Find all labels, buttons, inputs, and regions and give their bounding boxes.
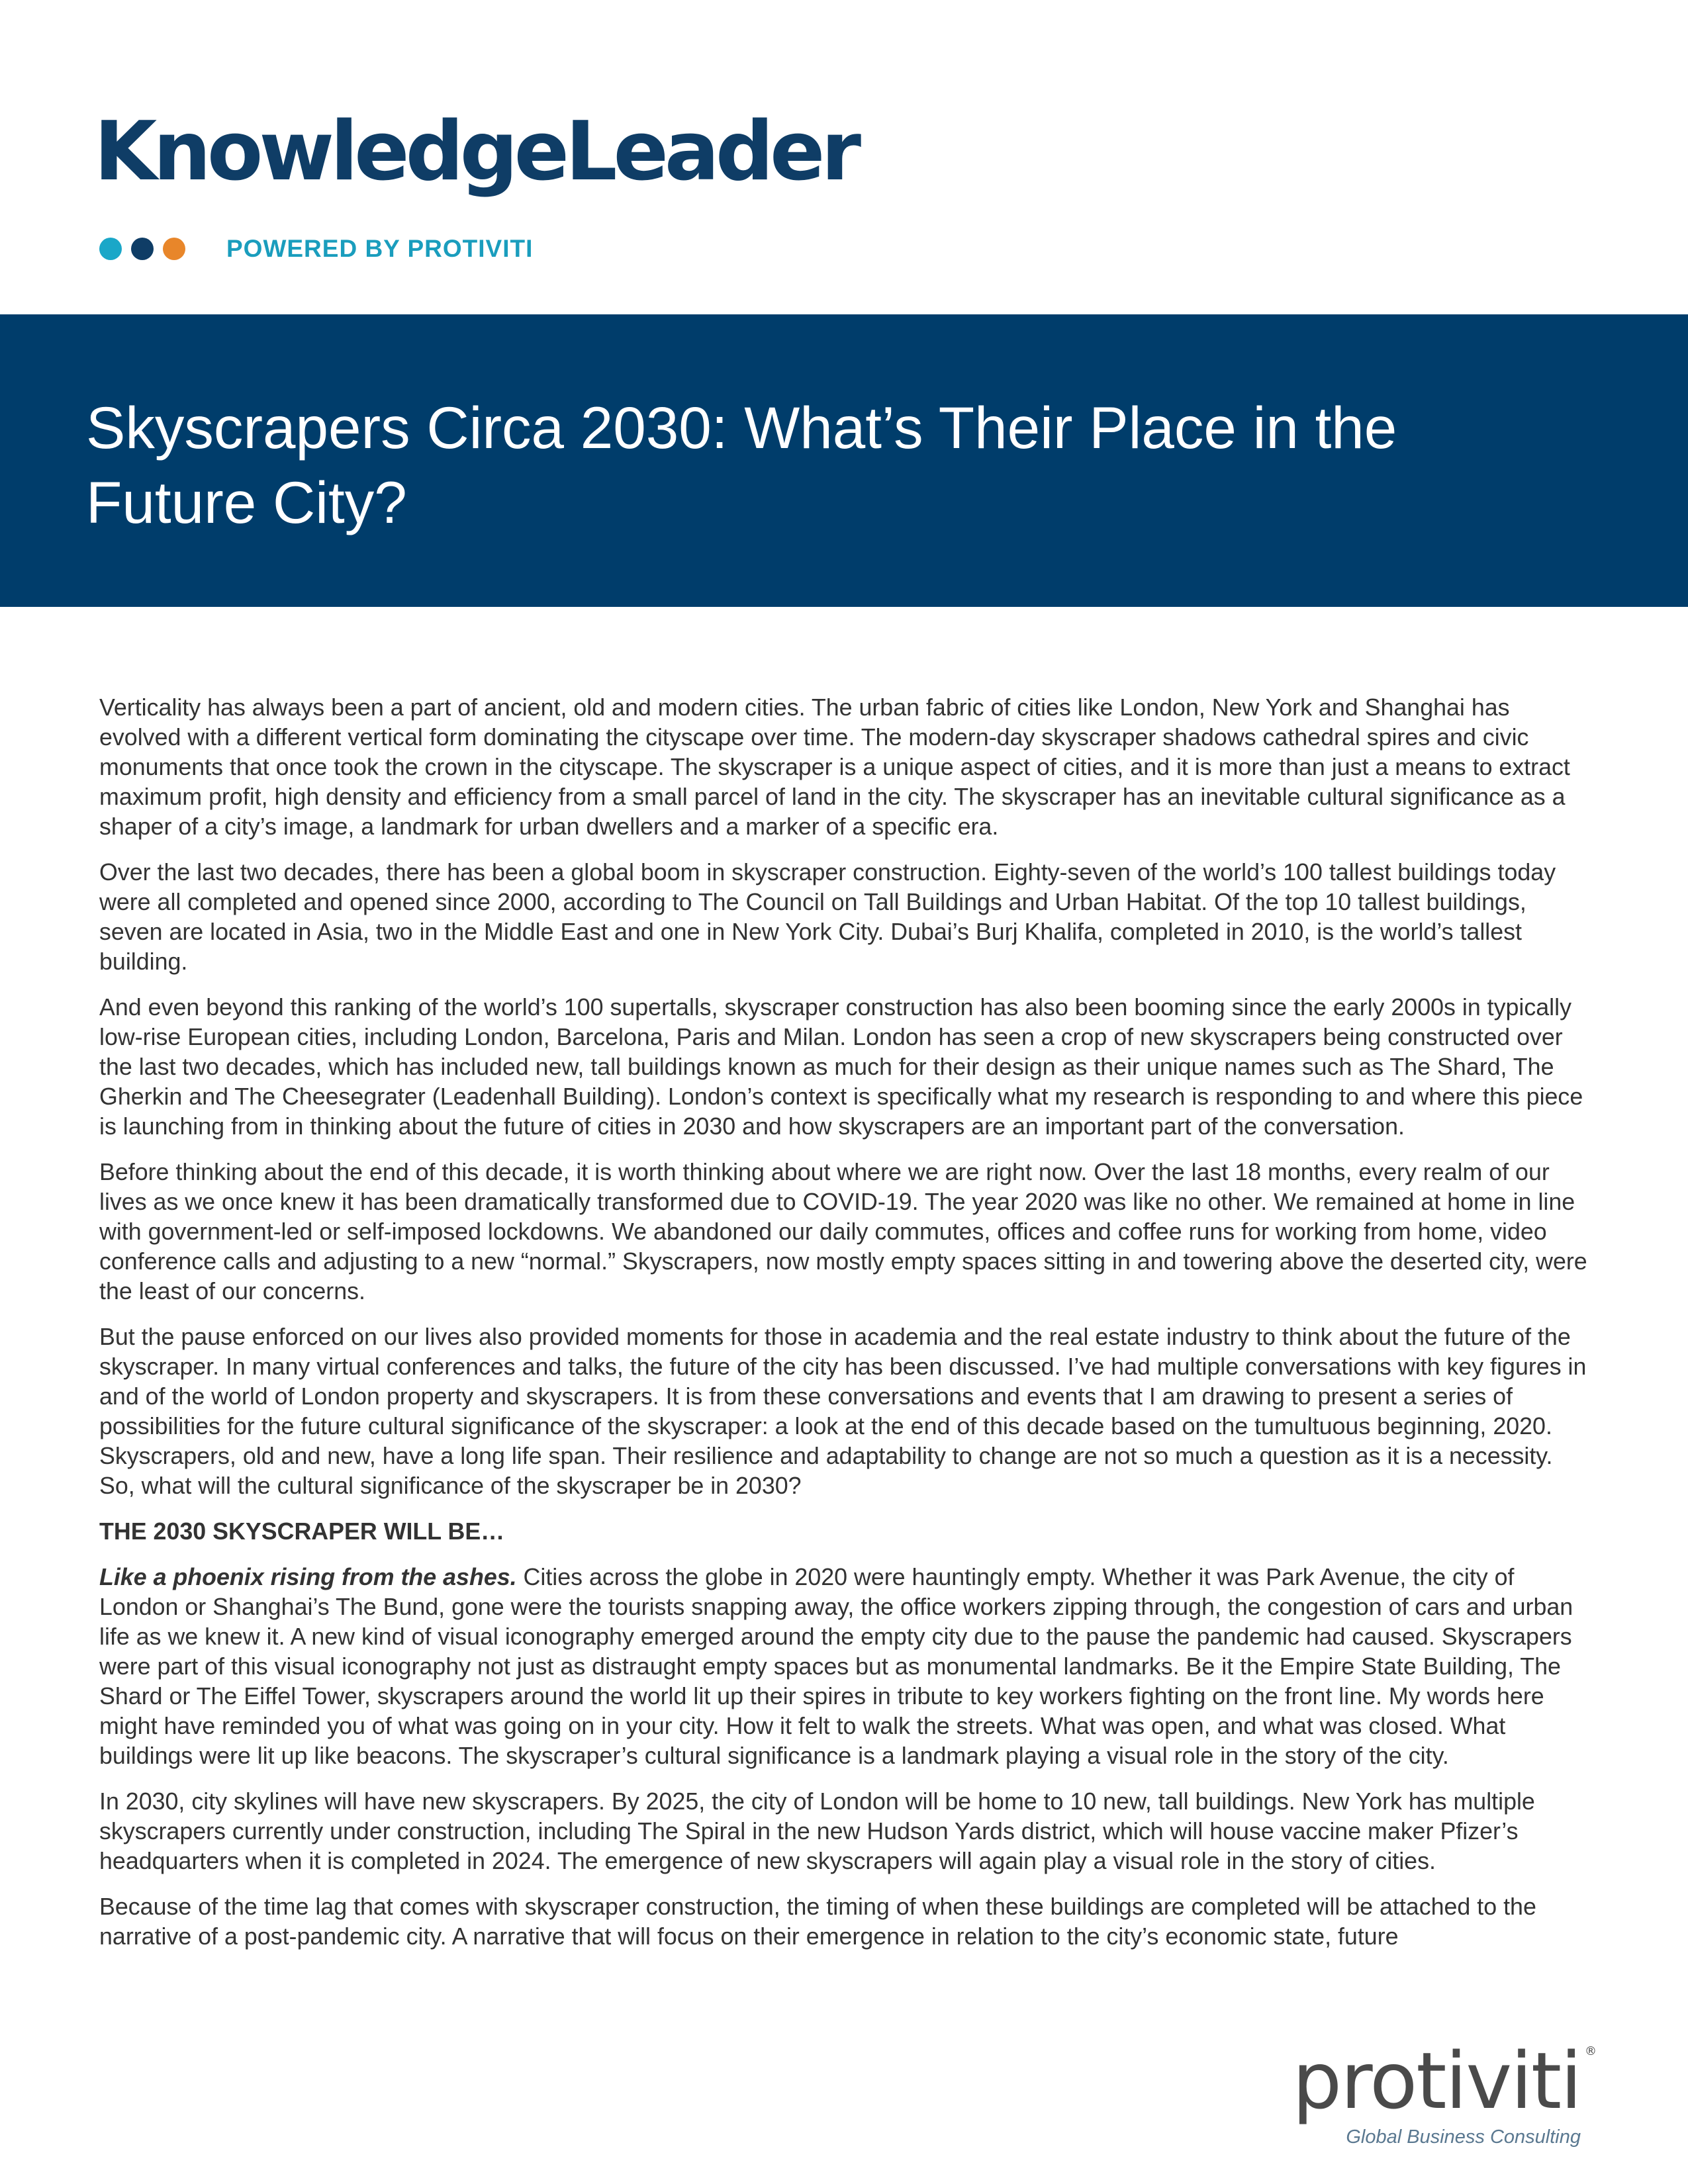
paragraph-3: And even beyond this ranking of the world’s 100 supertalls, skyscraper construction has also been booming since the early 2000s in typically low-rise European cities, including London, Barcelona, Paris and Milan. London has seen a crop of new skyscrapers being constructed over the last two decades, which has included new, tall buildings known as much for their design as their unique names such as The Shard, The Gherkin and The Cheesegrater (Leadenhall Building). London’s context is specifically what my research is responding to and where this piece is launching from in thinking about the future of cities in 2030 and how skyscrapers are an important part of the conversation. [99, 994, 1583, 1140]
paragraph-8: Because of the time lag that comes with skyscraper construction, the timing of when these buildings are completed will be attached to the narrative of a post-pandemic city. A narrative that will focus on their emergence in relation to the city’s economic state, future [99, 1893, 1536, 1950]
paragraph-6 [99, 1563, 1589, 1771]
paragraph-4: Before thinking about the end of this decade, it is worth thinking about where we are right now. Over the last 18 months, every realm of our lives as we once knew it has been dramatically transformed due to COVID-19. The year 2020 was like no other. We remained at home in line with government-led or self-imposed lockdowns. We abandoned our daily commutes, offices and coffee runs for working from home, video conference calls and adjusting to a new “normal.” Skyscrapers, now mostly empty spaces sitting in and towering above the deserted city, were the least of our concerns. [99, 1159, 1587, 1304]
title-banner [0, 314, 1688, 607]
section-heading: THE 2030 SKYSCRAPER WILL BE… [99, 1518, 504, 1545]
protiviti-wordmark-text: protiviti [1292, 2035, 1581, 2126]
page-title: Skyscrapers Circa 2030: What’s Their Place in the Future City? [86, 394, 1397, 535]
knowledgeleader-logo: KnowledgeLeader [94, 105, 858, 199]
paragraph-7: In 2030, city skylines will have new skyscrapers. By 2025, the city of London will be home to 10 new, tall buildings. New York has multiple skyscrapers currently under construction, including The Spiral in the new Hudson Yards district, which will house vaccine maker Pfizer’s headquarters when it is completed in 2024. The emergence of new skyscrapers will again play a visual role in the story of cities. [99, 1788, 1535, 1874]
protiviti-wordmark [1292, 2035, 1597, 2126]
article-body [99, 693, 1589, 1968]
paragraph-6-text: Cities across the globe in 2020 were hauntingly empty. Whether it was Park Avenue, the city of London or Shanghai’s The Bund, gone were the tourists snapping away, the office workers zipping through, the congestion of cars and urban life as we knew it. A new kind of visual iconography emerged around the empty city due to the pause the pandemic had caused. Skyscrapers were part of this visual iconography not just as distraught empty spaces but as monumental landmarks. Be it the Empire State Building, The Shard or The Eiffel Tower, skyscrapers around the world lit up their spires in tribute to key workers fighting on the front line. My words here might have reminded you of what was going on in your city. How it felt to walk the streets. What was open, and what was closed. What buildings were lit up like beacons. The skyscraper’s cultural significance is a landmark playing a visual role in the story of the city. [99, 1564, 1573, 1769]
powered-by-text: POWERED BY PROTIVITI [226, 235, 534, 262]
powered-by-row [99, 233, 533, 265]
dot-teal-icon [99, 238, 122, 260]
paragraph-2: Over the last two decades, there has been a global boom in skyscraper construction. Eighty-seven of the world’s 100 tallest buildings today were all completed and opened since 2000, according to The Council on Tall Buildings and Urban Habitat. Of the top 10 tallest buildings, seven are located in Asia, two in the Middle East and one in New York City. Dubai’s Burj Khalifa, completed in 2010, is the world’s tallest building. [99, 859, 1556, 975]
footer-tagline: Global Business Consulting [1346, 2126, 1581, 2148]
dot-orange-icon [163, 238, 185, 260]
paragraph-6-lead: Like a phoenix rising from the ashes. [99, 1564, 517, 1590]
paragraph-1: Verticality has always been a part of ancient, old and modern cities. The urban fabric of cities like London, New York and Shanghai has evolved with a different vertical form dominating the cityscape over time. The modern-day skyscraper shadows cathedral spires and civic monuments that once took the crown in the cityscape. The skyscraper is a unique aspect of cities, and it is more than just a means to extract maximum profit, high density and efficiency from a small parcel of land in the city. The skyscraper has an inevitable cultural significance as a shaper of a city’s image, a landmark for urban dwellers and a marker of a specific era. [99, 694, 1570, 840]
protiviti-footer-logo [1292, 2035, 1597, 2148]
registered-mark: ® [1585, 2044, 1597, 2058]
paragraph-5: But the pause enforced on our lives also provided moments for those in academia and the real estate industry to think about the future of the skyscraper. In many virtual conferences and talks, the future of the city has been discussed. I’ve had multiple conversations with key figures in and of the world of London property and skyscrapers. It is from these conversations and events that I am drawing to present a series of possibilities for the future cultural significance of the skyscraper: a look at the end of this decade based on the tumultuous beginning, 2020. Skyscrapers, old and new, have a long life span. Their resilience and adaptability to change are not so much a question as it is a necessity. So, what will the cultural significance of the skyscraper be in 2030? [99, 1324, 1587, 1499]
dot-navy-icon [131, 238, 154, 260]
